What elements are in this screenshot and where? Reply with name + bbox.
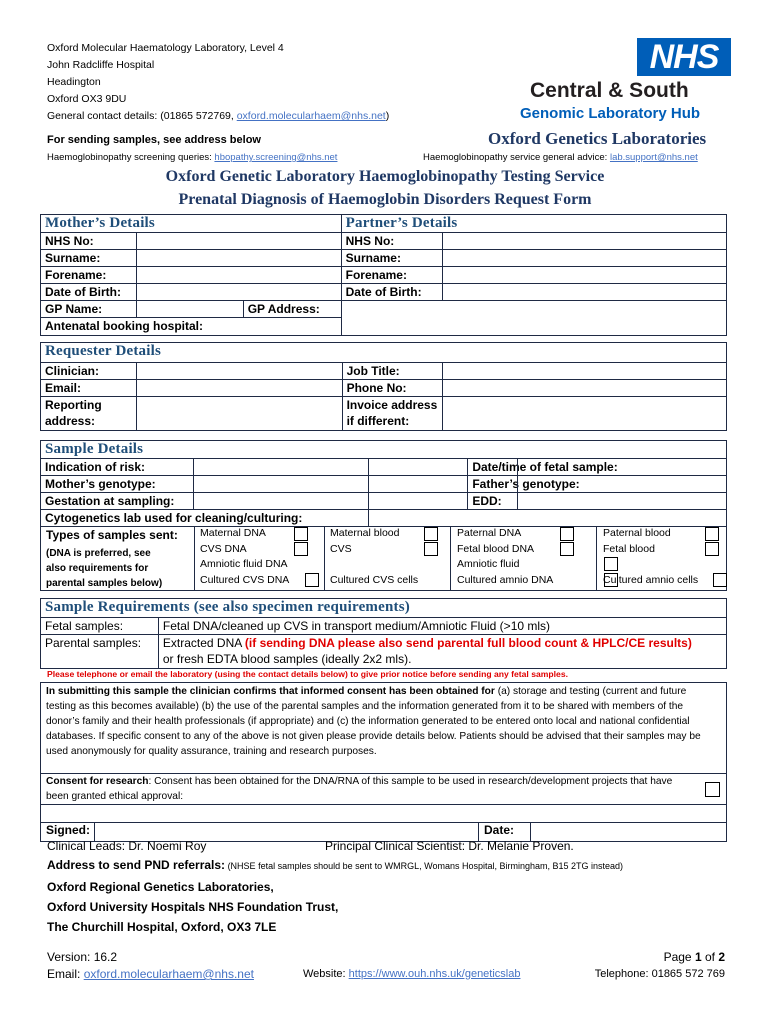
checkbox-cultured-cvs-dna[interactable] bbox=[305, 573, 319, 587]
invoice-address-field[interactable] bbox=[443, 397, 727, 431]
screening-email-link[interactable]: hbopathy.screening@nhs.net bbox=[214, 152, 338, 163]
advice-email-link[interactable]: lab.support@nhs.net bbox=[609, 152, 698, 163]
antenatal-label: Antenatal booking hospital: bbox=[41, 318, 342, 336]
partner-dob-label: Date of Birth: bbox=[341, 284, 442, 301]
lab-address bbox=[47, 40, 467, 125]
gp-name-field[interactable] bbox=[136, 301, 243, 318]
version: Version: 16.2 bbox=[47, 950, 118, 964]
partner-surname-label: Surname: bbox=[341, 250, 442, 267]
research-consent-text: Consent for research: Consent has been obtained for the DNA/RNA of this sample to be used in research/development projects that have been granted ethical approval: bbox=[46, 776, 673, 802]
footer-telephone: Telephone: 01865 572 769 bbox=[594, 968, 725, 980]
checkbox-paternal-dna[interactable] bbox=[560, 527, 574, 541]
mother-surname-label: Surname: bbox=[41, 250, 137, 267]
opt-cultured-cvs-cells: Cultured CVS cells bbox=[330, 573, 419, 586]
phone-label: Phone No: bbox=[342, 380, 443, 397]
gp-name-label: GP Name: bbox=[41, 301, 137, 318]
footer-email-link[interactable]: oxford.molecularhaem@nhs.net bbox=[83, 967, 254, 981]
requester-heading: Requester Details bbox=[41, 343, 727, 363]
datetime-label: Date/time of fetal sample: bbox=[468, 459, 727, 476]
sample-types-grid bbox=[194, 526, 727, 591]
reporting-address-field[interactable] bbox=[136, 397, 342, 431]
opt-cvs-dna: CVS DNA bbox=[200, 542, 247, 555]
reporting-address-label: Reporting address: bbox=[41, 397, 137, 431]
opt-maternal-dna: Maternal DNA bbox=[200, 527, 266, 539]
clinician-label: Clinician: bbox=[41, 363, 137, 380]
signed-label: Signed: bbox=[46, 823, 90, 837]
pnd-address-heading: Address to send PND referrals: (NHSE fetal samples should be sent to WMRGL, Womans Hospital, Birmingham, B15 2TG instead) bbox=[47, 858, 624, 872]
checkbox-cvs-dna[interactable] bbox=[294, 542, 308, 556]
checkbox-maternal-dna[interactable] bbox=[294, 527, 308, 541]
job-title-label: Job Title: bbox=[342, 363, 443, 380]
email-label: Email: bbox=[41, 380, 137, 397]
address-line: Oxford Molecular Haematology Laboratory, Level 4 bbox=[47, 42, 284, 54]
partner-heading: Partner’s Details bbox=[341, 215, 726, 233]
contact-details: General contact details: (01865 572769, oxford.molecularhaem@nhs.net) bbox=[47, 110, 390, 122]
address-line: Headington bbox=[47, 76, 101, 88]
edd-label: EDD: bbox=[468, 493, 727, 510]
checkbox-fetal-blood-dna[interactable] bbox=[560, 542, 574, 556]
sample-heading: Sample Details bbox=[41, 441, 727, 459]
mother-nhs-label: NHS No: bbox=[41, 233, 137, 250]
footer-website-link[interactable]: https://www.ouh.nhs.uk/geneticslab bbox=[348, 968, 521, 980]
cytogenetics-label: Cytogenetics lab used for cleaning/culturing: bbox=[41, 510, 727, 527]
phone-warning: Please telephone or email the laboratory (using the contact details below) to give prior notice before sending any fetal samples. bbox=[47, 669, 568, 679]
logo-line1: Central & South bbox=[530, 79, 689, 102]
mother-heading: Mother’s Details bbox=[41, 215, 342, 233]
checkbox-fetal-blood[interactable] bbox=[705, 542, 719, 556]
address-line: John Radcliffe Hospital bbox=[47, 59, 155, 71]
clinician-field[interactable] bbox=[136, 363, 342, 380]
advice-queries: Haemoglobinopathy service general advice: lab.support@nhs.net bbox=[423, 152, 698, 163]
mother-nhs-field[interactable] bbox=[136, 233, 341, 250]
patient-details-table bbox=[40, 214, 727, 336]
opt-maternal-blood: Maternal blood bbox=[330, 527, 400, 539]
mother-forename-label: Forename: bbox=[41, 267, 137, 284]
partner-forename-field[interactable] bbox=[442, 267, 726, 284]
requester-table bbox=[40, 342, 727, 431]
fetal-sample-fields[interactable] bbox=[517, 458, 727, 509]
email-field[interactable] bbox=[136, 380, 342, 397]
title-service: Oxford Genetic Laboratory Haemoglobinopathy Testing Service bbox=[165, 168, 605, 185]
partner-forename-label: Forename: bbox=[341, 267, 442, 284]
pnd-address: Oxford Regional Genetics Laboratories, Oxford University Hospitals NHS Foundation Trust, The Churchill Hospital, Oxford, OX3 7LE bbox=[47, 880, 339, 934]
phone-field[interactable] bbox=[443, 380, 727, 397]
opt-cultured-amnio-cells: Cultured amnio cells bbox=[603, 573, 699, 586]
partner-nhs-label: NHS No: bbox=[341, 233, 442, 250]
research-consent-checkbox[interactable] bbox=[705, 782, 720, 797]
footer-website: Website: https://www.ouh.nhs.uk/geneticslab bbox=[303, 968, 521, 980]
opt-fetal-blood-dna: Fetal blood DNA bbox=[457, 542, 535, 555]
logo-line3: Oxford Genetics Laboratories bbox=[488, 129, 707, 148]
gp-address-label: GP Address: bbox=[243, 301, 341, 318]
checkbox-maternal-blood[interactable] bbox=[424, 527, 438, 541]
nhs-logo: NHS bbox=[637, 38, 731, 76]
gestation-label: Gestation at sampling: bbox=[41, 493, 194, 510]
job-title-field[interactable] bbox=[443, 363, 727, 380]
send-note: For sending samples, see address below bbox=[47, 134, 261, 146]
opt-fetal-blood: Fetal blood bbox=[603, 542, 655, 555]
partner-dob-field[interactable] bbox=[442, 284, 726, 301]
risk-field[interactable] bbox=[193, 459, 468, 476]
opt-cvs: CVS bbox=[330, 542, 352, 555]
mother-surname-field[interactable] bbox=[136, 250, 341, 267]
requirements-table bbox=[40, 598, 727, 669]
types-note: (DNA is preferred, see also requirements for parental samples below) bbox=[46, 548, 163, 589]
divider bbox=[40, 804, 727, 805]
checkbox-cultured-amnio-cells[interactable] bbox=[713, 573, 727, 587]
mother-forename-field[interactable] bbox=[136, 267, 341, 284]
fetal-samples-label: Fetal samples: bbox=[41, 618, 159, 635]
clinical-leads: Clinical Leads: Dr. Noemi Roy bbox=[47, 839, 207, 853]
types-label: Types of samples sent: bbox=[46, 528, 178, 542]
opt-amniotic-fluid: Amniotic fluid bbox=[457, 558, 520, 570]
risk-label: Indication of risk: bbox=[41, 459, 194, 476]
gp-address-field[interactable] bbox=[341, 301, 726, 336]
fetal-samples-text: Fetal DNA/cleaned up CVS in transport medium/Amniotic Fluid (>10 mls) bbox=[158, 618, 726, 635]
opt-paternal-dna: Paternal DNA bbox=[457, 527, 522, 539]
checkbox-paternal-blood[interactable] bbox=[705, 527, 719, 541]
partner-surname-field[interactable] bbox=[442, 250, 726, 267]
opt-paternal-blood: Paternal blood bbox=[603, 527, 671, 539]
address-line: Oxford OX3 9DU bbox=[47, 93, 127, 105]
opt-amniotic-dna: Amniotic fluid DNA bbox=[200, 558, 288, 570]
mother-genotype-field[interactable] bbox=[193, 476, 468, 493]
mother-dob-label: Date of Birth: bbox=[41, 284, 137, 301]
requirements-heading: Sample Requirements (see also specimen requirements) bbox=[41, 599, 727, 618]
title-form: Prenatal Diagnosis of Haemoglobin Disorders Request Form bbox=[178, 191, 592, 208]
principal-scientist: Principal Clinical Scientist: Dr. Melanie Proven. bbox=[325, 839, 574, 853]
invoice-address-label: Invoice address if different: bbox=[342, 397, 443, 431]
divider bbox=[368, 458, 369, 526]
footer-email: Email: oxford.molecularhaem@nhs.net bbox=[47, 967, 254, 981]
screening-queries: Haemoglobinopathy screening queries: hbopathy.screening@nhs.net bbox=[47, 152, 338, 163]
page-number: Page 1 of 2 bbox=[663, 950, 725, 964]
opt-cultured-cvs-dna: Cultured CVS DNA bbox=[200, 573, 290, 586]
date-label: Date: bbox=[484, 823, 515, 837]
checkbox-cvs[interactable] bbox=[424, 542, 438, 556]
parental-samples-label: Parental samples: bbox=[41, 635, 159, 669]
father-genotype-label: Father’s genotype: bbox=[468, 476, 727, 493]
logo-line2: Genomic Laboratory Hub bbox=[520, 105, 701, 122]
opt-cultured-amnio-dna: Cultured amnio DNA bbox=[457, 573, 554, 586]
consent-text: In submitting this sample the clinician confirms that informed consent has been obtained for (a) storage and testing (current and future testing as this becomes available) (b) the use of the parental samples and the information generated from it to be shared with members of the donor’s family and their health professionals (if appropriate) and (c) the information generated to be entered onto local and national confidential databases. If specific consent to any of the above is not given please provide details below. Patients should be advised that their samples may be used anonymously for quality assurance, training and research purposes. bbox=[46, 686, 701, 757]
parental-samples-text: Extracted DNA (if sending DNA please also send parental full blood count & HPLC/CE results) or fresh EDTA blood samples (ideally 2x2 mls). bbox=[158, 635, 726, 669]
mother-genotype-label: Mother’s genotype: bbox=[41, 476, 194, 493]
contact-email-link[interactable]: oxford.molecularhaem@nhs.net bbox=[236, 110, 386, 122]
partner-nhs-field[interactable] bbox=[442, 233, 726, 250]
gestation-field[interactable] bbox=[193, 493, 468, 510]
mother-dob-field[interactable] bbox=[136, 284, 341, 301]
